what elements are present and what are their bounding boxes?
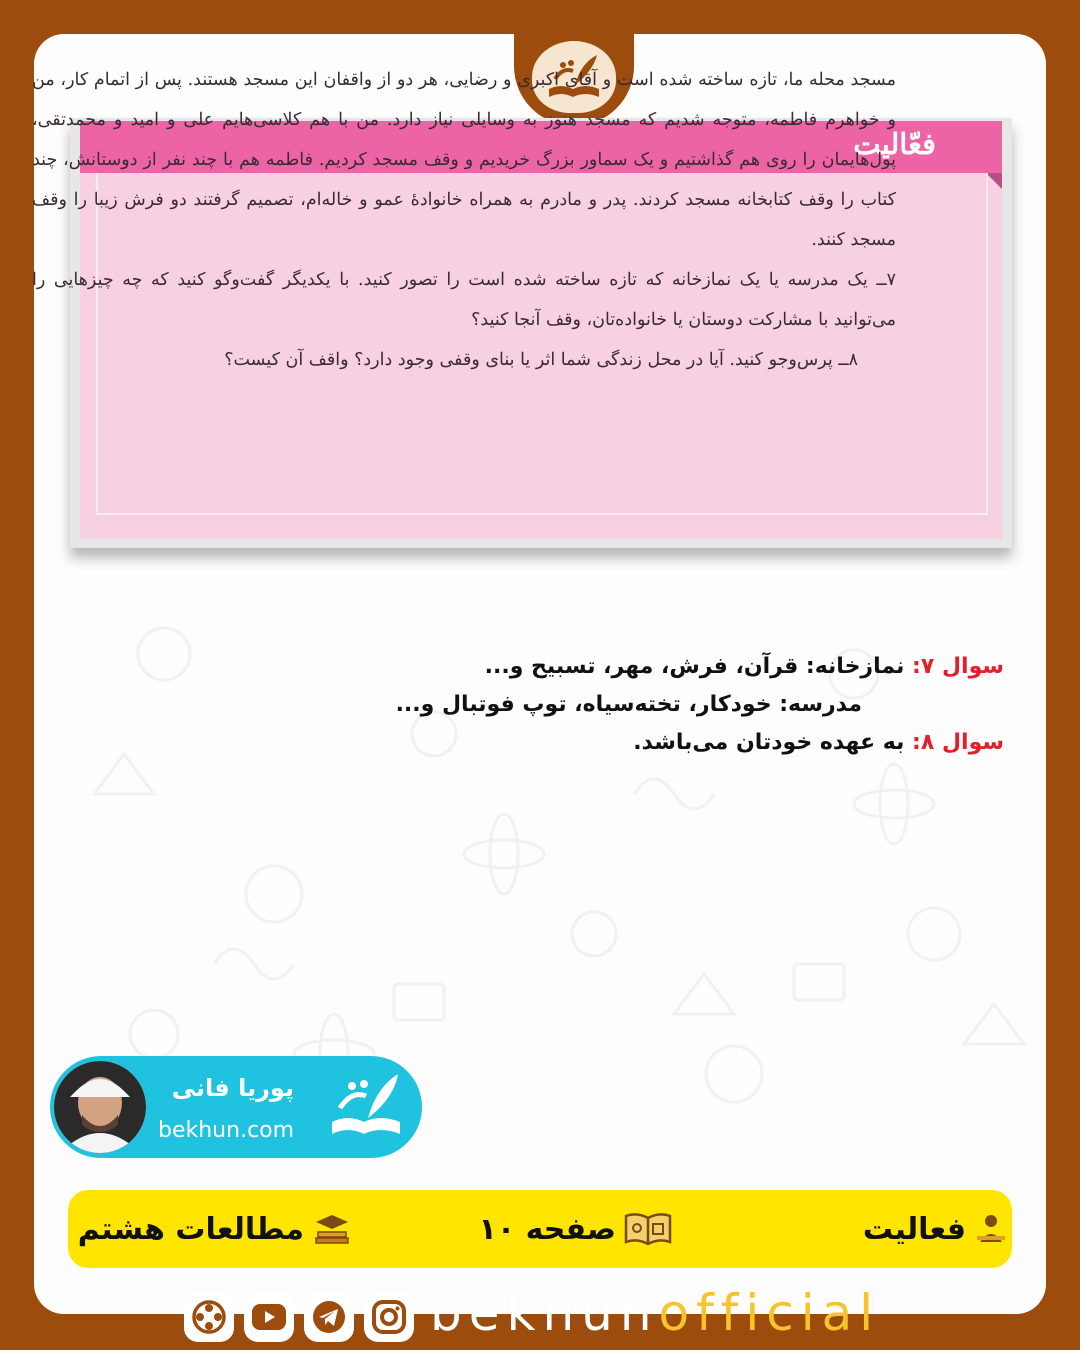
telegram-icon [311,1299,347,1335]
teacher-icon [974,1212,1008,1246]
answer-7-label: سوال ۷: [912,654,1004,679]
author-website[interactable]: bekhun.com [158,1118,295,1143]
youtube-icon [251,1303,287,1331]
answers-block [304,648,1004,762]
page-item [479,1190,672,1268]
social-handle[interactable] [430,1284,880,1342]
answer-7-line-2: مدرسه: خودکار، تخته‌سیاه، توپ فوتبال و... [395,692,862,717]
answer-8-label: سوال ۸: [912,730,1004,755]
answer-8 [304,724,1004,762]
book-icon [624,1212,672,1246]
film-reel-icon [191,1299,227,1335]
info-bar [68,1190,1012,1268]
telegram-link[interactable] [304,1292,354,1342]
answer-8-text: به عهده خودتان می‌باشد. [633,730,905,755]
aparat-link[interactable] [184,1292,234,1342]
subject-item [78,1190,352,1268]
handle-part-2: official [658,1284,881,1342]
bekhun-logo-icon [322,1064,412,1150]
book-section-title: فعّالیت [853,127,936,161]
youtube-link[interactable] [244,1292,294,1342]
book-paragraph: مسجد محله ما، تازه ساخته شده است و آقای اکبری و رضایی، هر دو از واقفان این مسجد هستند. پس از اتمام کار، من و خواهرم فاطمه، متوجه شدیم که مسجد هنوز به وسایلی نیاز دارد. من با هم کلاسی‌هایم علی و امید و محمدتقی، پول‌هایمان را روی هم گذاشتیم و یک سماور بزرگ خریدیم و وقف مسجد کردیم. فاطمه هم با چند نفر از دوستانش، چند کتاب را وقف کتابخانه مسجد کردند. پدر و مادرم به همراه خانوادهٔ عمو و خاله‌ام، تصمیم گرفتند دو فرش زیبا را وقف مسجد کنند. [32,70,897,250]
instagram-icon [371,1299,407,1335]
book-text [32,60,896,380]
subject-label: مطالعات هشتم [77,1211,304,1247]
author-card[interactable] [50,1056,422,1158]
topic-label: فعالیت [862,1211,966,1247]
book-question-7: ۷ــ یک مدرسه یا یک نمازخانه که تازه ساخته شده است را تصور کنید. با یکدیگر گفت‌وگو کنید که چه چیزهایی را می‌توانید با مشارکت دوستان یا خانواده‌تان، وقف آنجا کنید؟ [32,270,896,330]
author-name: پوریا فانی [171,1074,294,1102]
instagram-link[interactable] [364,1292,414,1342]
answer-7-text: نمازخانه: قرآن، فرش، مهر، تسبیح و... [484,654,905,679]
answer-7 [304,648,1004,686]
graduation-books-icon [312,1212,352,1246]
avatar [54,1061,146,1153]
social-footer [180,1286,900,1346]
book-question-8: ۸ــ پرس‌وجو کنید. آیا در محل زندگی شما اثر یا بنای وقفی وجود دارد؟ واقف آن کیست؟ [224,350,858,370]
handle-part-1: bekhun [430,1284,659,1342]
topic-item [863,1190,1008,1268]
page-label: صفحه ۱۰ [478,1211,616,1247]
header-fold-corner [986,173,1002,189]
